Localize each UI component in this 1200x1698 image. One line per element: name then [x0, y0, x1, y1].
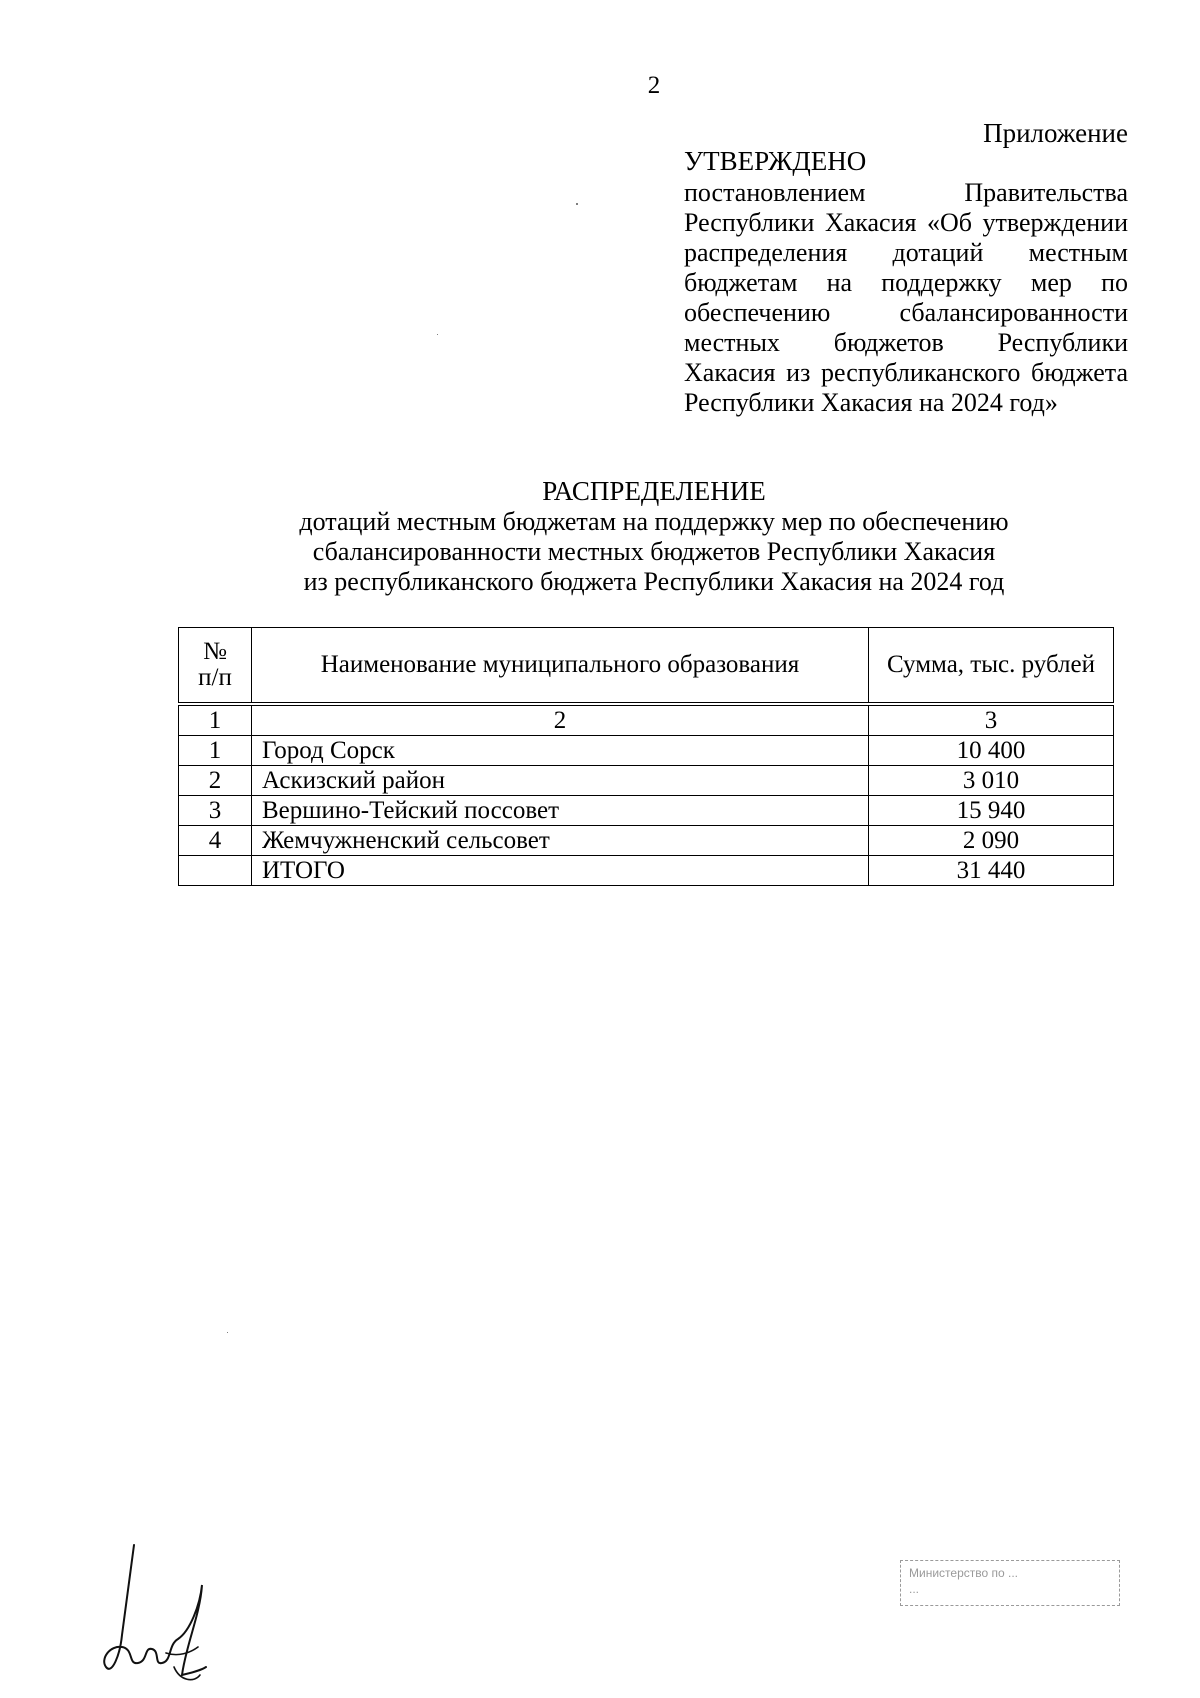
row-name: Аскизский район: [252, 766, 869, 796]
row-sum: 15 940: [869, 796, 1114, 826]
table-row: [179, 796, 1114, 826]
row-name: Жемчужненский сельсовет: [252, 826, 869, 856]
total-sum: 31 440: [869, 856, 1114, 886]
header-num-label: п/п: [198, 664, 232, 691]
row-name: Вершино-Тейский поссовет: [252, 796, 869, 826]
header-name: Наименование муниципального образования: [252, 628, 869, 703]
appendix-label: Приложение: [983, 118, 1128, 148]
column-index: 1: [179, 706, 252, 736]
approval-title: УТВЕРЖДЕНО: [684, 146, 867, 176]
signature-image: [82, 1535, 222, 1685]
column-index-row: [179, 706, 1114, 736]
stamp-line: ...: [909, 1582, 920, 1596]
row-name: Город Сорск: [252, 736, 869, 766]
row-sum: 2 090: [869, 826, 1114, 856]
approval-block: [684, 146, 1128, 418]
header-num: [179, 628, 252, 703]
row-sum: 3 010: [869, 766, 1114, 796]
row-num: 3: [179, 796, 252, 826]
total-num: [179, 856, 252, 886]
scan-speck: [576, 203, 578, 205]
registration-stamp: [900, 1560, 1120, 1606]
row-num: 1: [179, 736, 252, 766]
table-row: [179, 826, 1114, 856]
signature-stroke: [104, 1545, 206, 1675]
document-heading: [0, 475, 1200, 597]
page-number: 2: [647, 72, 661, 99]
scan-speck: [227, 1332, 228, 1333]
table-row: [179, 736, 1114, 766]
document-subtitle-line: дотаций местным бюджетам на поддержку мер по обеспечению: [299, 507, 1009, 536]
total-row: [179, 856, 1114, 886]
header-sum: Сумма, тыс. рублей: [869, 628, 1114, 703]
header-num-symbol: №: [203, 638, 227, 665]
row-num: 2: [179, 766, 252, 796]
row-sum: 10 400: [869, 736, 1114, 766]
column-index: 3: [869, 706, 1114, 736]
column-index: 2: [252, 706, 869, 736]
distribution-table: [178, 627, 1114, 886]
table-header-row: [179, 628, 1114, 703]
document-title: РАСПРЕДЕЛЕНИЕ: [542, 476, 766, 506]
document-subtitle-line: сбалансированности местных бюджетов Республики Хакасия: [312, 537, 996, 566]
total-label: ИТОГО: [252, 856, 869, 886]
stamp-line: Министерство по ...: [909, 1566, 1018, 1580]
document-subtitle-line: из республиканского бюджета Республики Хакасия на 2024 год: [303, 567, 1005, 596]
scan-speck: [437, 334, 438, 335]
row-num: 4: [179, 826, 252, 856]
table-row: [179, 766, 1114, 796]
approval-text: постановлением Правительства Республики Хакасия «Об утверждении распределения дотаций местным бюджетам на поддержку мер по обеспечению сбалансированности местных бюджетов Республики Хакасия из республиканского бюджета Республики Хакасия на 2024 год»: [684, 178, 1128, 417]
